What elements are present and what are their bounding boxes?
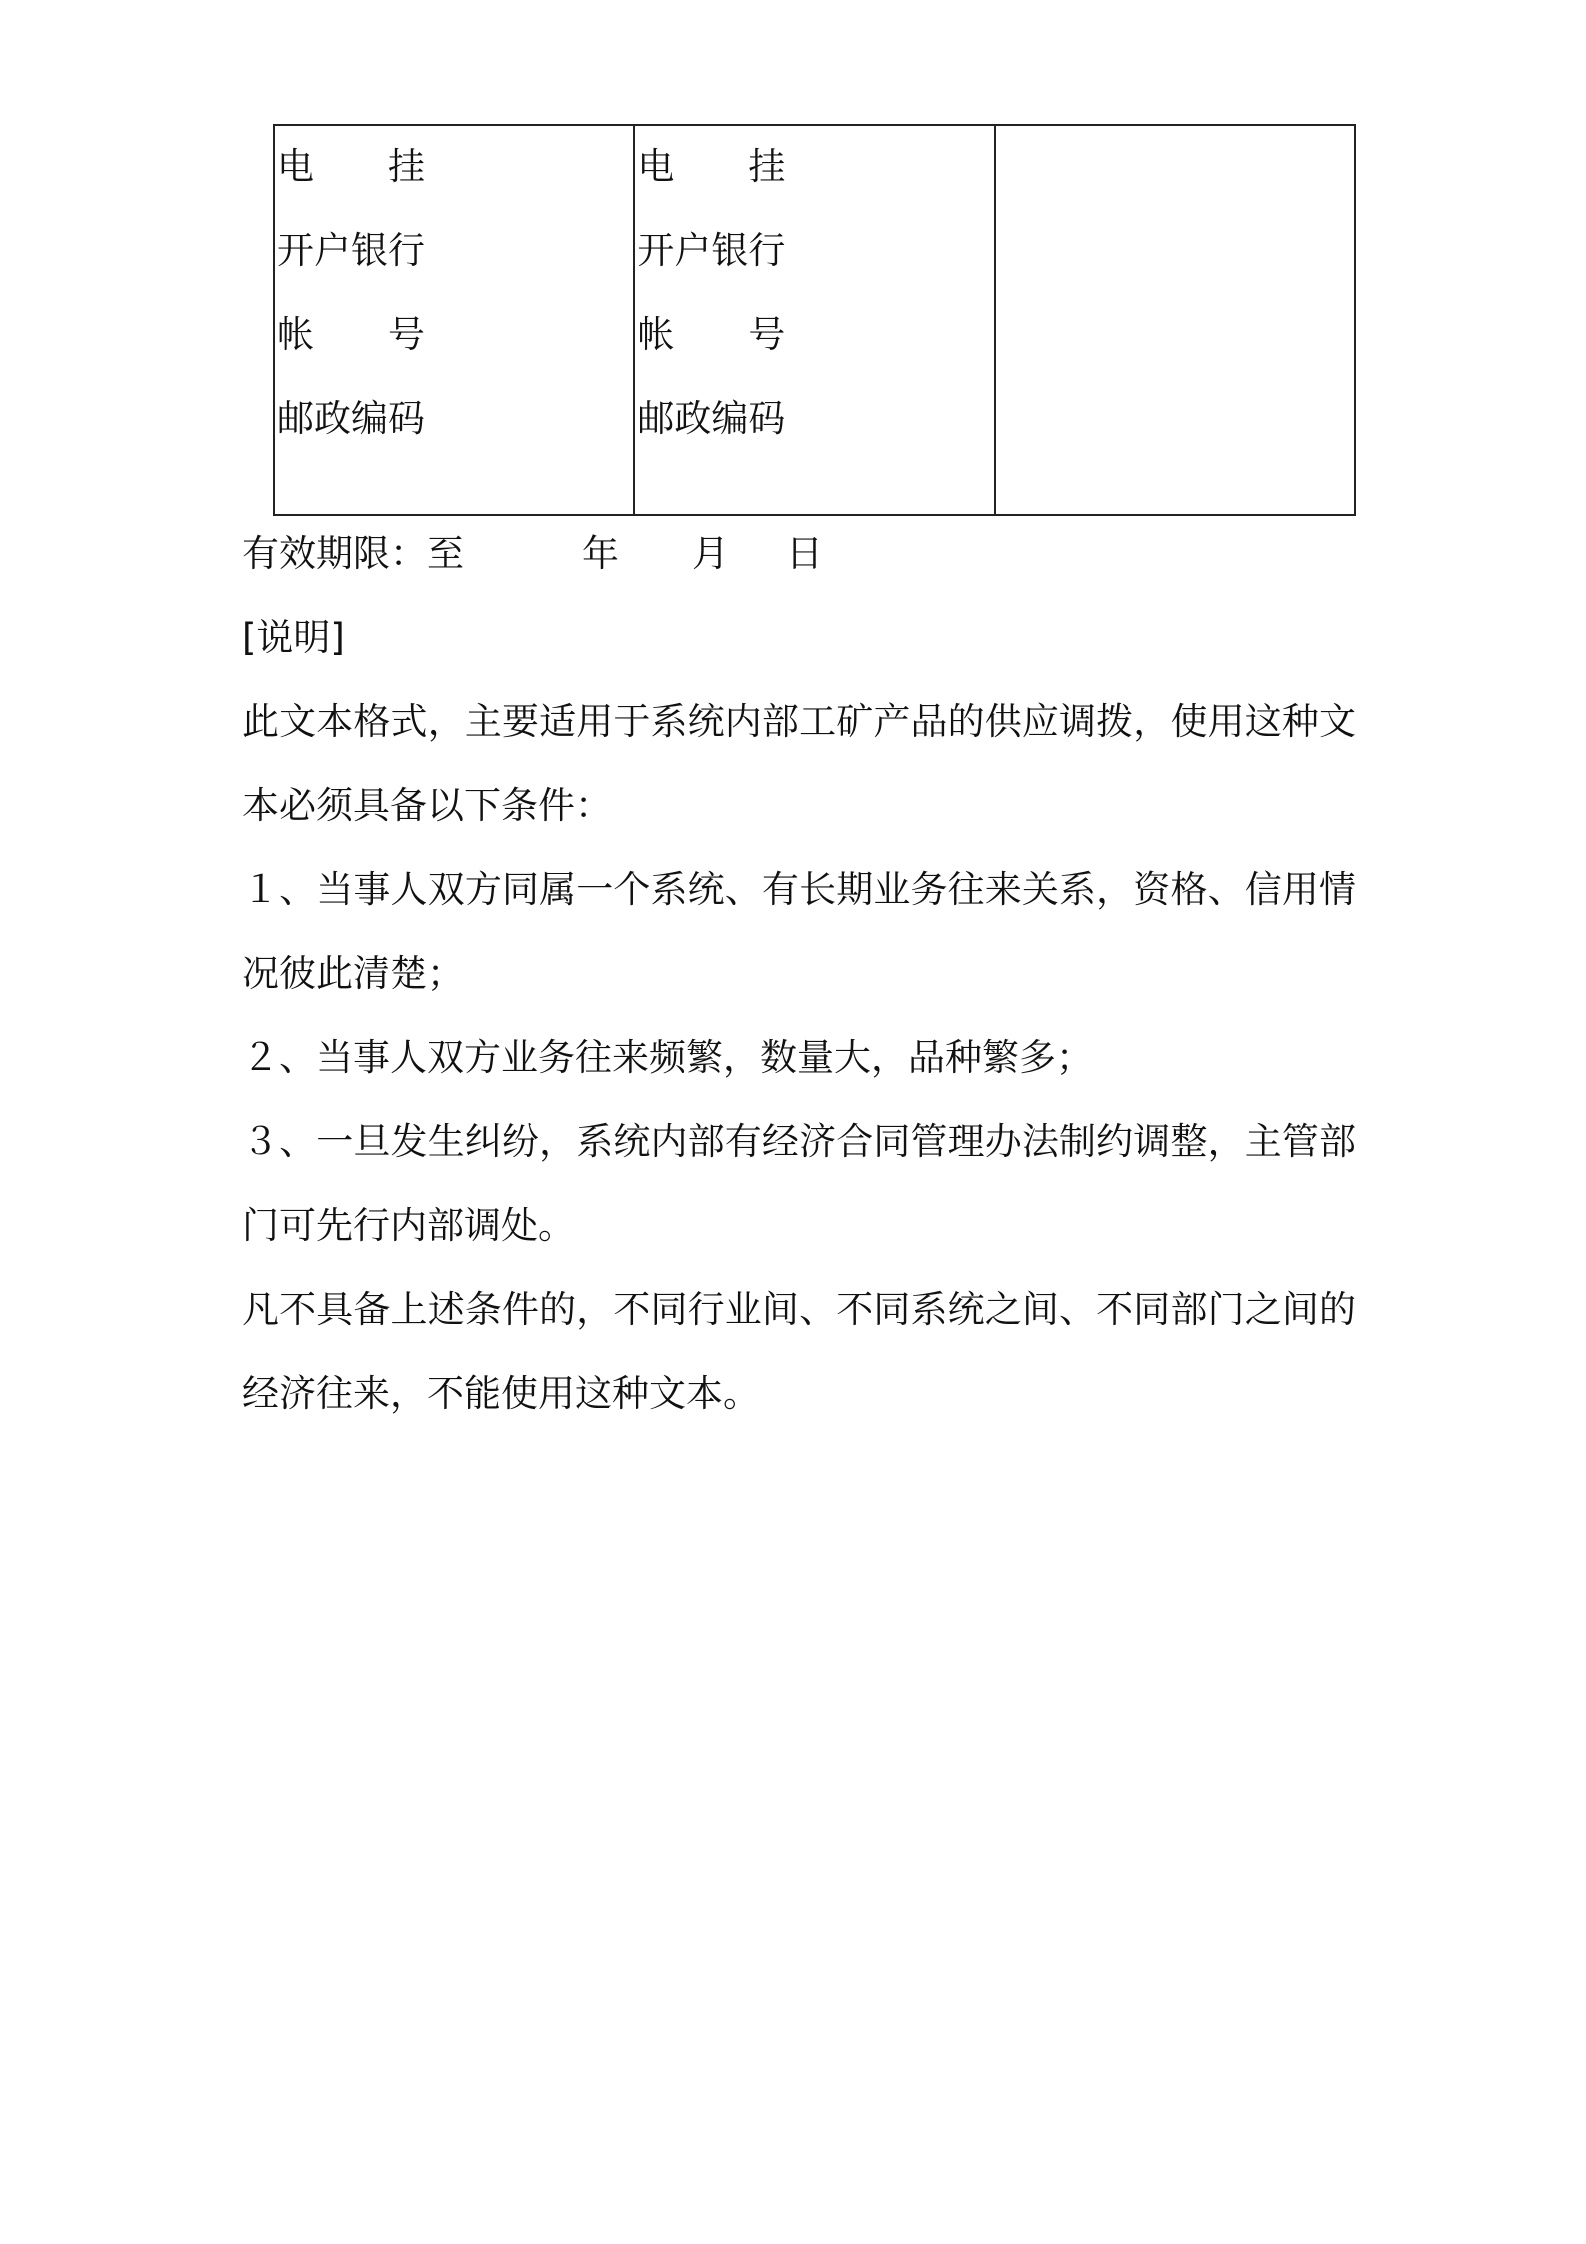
notes-line: 门可先行内部调处。 <box>242 1204 575 1247</box>
notes-heading: [说明] <box>242 616 345 659</box>
validity-label: 有效期限：至 <box>242 532 464 575</box>
validity-month: 月 <box>692 532 729 575</box>
field-list <box>277 142 425 478</box>
notes-line: 凡不具备上述条件的，不同行业间、不同系统之间、不同部门之间的 <box>242 1288 1356 1331</box>
account-label: 帐 号 <box>637 313 786 356</box>
account-label: 帐 号 <box>277 313 425 356</box>
notes-line: 此文本格式，主要适用于系统内部工矿产品的供应调拨，使用这种文 <box>242 700 1356 743</box>
table-column-party-a <box>275 126 635 514</box>
telegraph-label: 电 挂 <box>277 145 425 188</box>
notes-line: 本必须具备以下条件： <box>242 784 612 827</box>
contact-info-table <box>273 124 1356 516</box>
notes-line: 况彼此清楚； <box>242 952 464 995</box>
notes-line: ２、当事人双方业务往来频繁，数量大，品种繁多； <box>242 1036 1093 1079</box>
field-list <box>637 142 785 478</box>
notes-section <box>242 612 1362 1452</box>
validity-day: 日 <box>786 532 823 575</box>
table-column-empty <box>996 126 1354 514</box>
notes-line: ３、一旦发生纠纷，系统内部有经济合同管理办法制约调整，主管部 <box>242 1120 1356 1163</box>
telegraph-label: 电 挂 <box>637 145 786 188</box>
notes-line: １、当事人双方同属一个系统、有长期业务往来关系，资格、信用情 <box>242 868 1356 911</box>
postal-code-label: 邮政编码 <box>277 397 425 440</box>
notes-line: 经济往来，不能使用这种文本。 <box>242 1372 760 1415</box>
postal-code-label: 邮政编码 <box>637 397 786 440</box>
validity-year: 年 <box>582 532 619 575</box>
bank-label: 开户银行 <box>637 229 786 272</box>
table-column-party-b <box>635 126 995 514</box>
bank-label: 开户银行 <box>277 229 425 272</box>
